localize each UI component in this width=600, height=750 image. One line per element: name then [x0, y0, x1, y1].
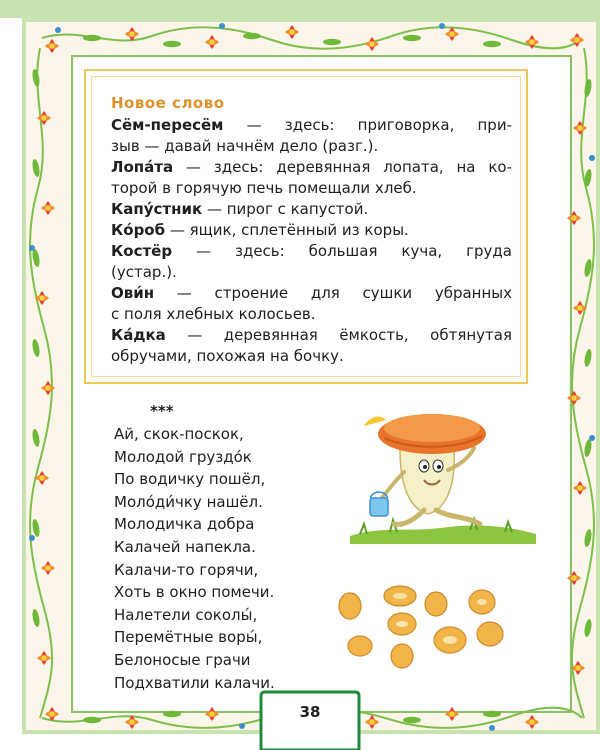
vocabulary-title: Новое слово [111, 94, 225, 112]
vocabulary-line [111, 136, 512, 157]
poem-line: Молодичка добра [114, 515, 255, 534]
vocabulary-line [111, 241, 512, 262]
vocabulary-line [111, 157, 512, 178]
vocabulary-entries [111, 115, 512, 367]
poem-line: Молодой груздо́к [114, 447, 252, 466]
vocabulary-definition: обручами, похожая на бочку. [111, 347, 344, 365]
top-green-strip [0, 0, 600, 18]
vocabulary-line [111, 199, 512, 220]
poem-line: Моло́ди́чку нашёл. [114, 492, 263, 511]
poem-separator: *** [150, 402, 174, 420]
vocabulary-term: Сём-пересём [111, 116, 224, 134]
vocabulary-term: Ка́дка [111, 326, 166, 344]
vocabulary-definition: с поля хлебных колосьев. [111, 305, 316, 323]
poem-line: Белоносые грачи [114, 650, 251, 669]
vocabulary-term: Костёр [111, 242, 173, 260]
poem [114, 399, 275, 694]
poem-line: Хоть в окно помечи. [114, 583, 275, 602]
vocabulary-line [111, 262, 512, 283]
bread-rings-illustration [330, 580, 530, 680]
vocabulary-definition: — здесь: большая куча, груда [172, 242, 512, 260]
vocabulary-line [111, 325, 512, 346]
vocabulary-definition: — ящик, сплетённый из коры. [165, 221, 409, 239]
vocabulary-line [111, 304, 512, 325]
vocabulary-definition: — пирог с капустой. [202, 200, 369, 218]
vocabulary-term: Ко́роб [111, 221, 166, 239]
vocabulary-definition: (устар.). [111, 263, 177, 281]
vocabulary-line [111, 115, 512, 136]
vocabulary-term: Ови́н [111, 284, 155, 302]
vocabulary-definition: — здесь: деревянная лопата, на ко- [173, 158, 512, 176]
poem-line: Калачей напекла. [114, 537, 256, 556]
vocabulary-line [111, 283, 512, 304]
poem-line: Калачи-то горячи, [114, 560, 259, 579]
poem-line: По водичку пошёл, [114, 470, 266, 489]
vocabulary-line [111, 220, 512, 241]
vocabulary-line [111, 178, 512, 199]
poem-line: Подхватили калачи. [114, 673, 275, 692]
vocabulary-definition: — строение для сушки убранных [154, 284, 512, 302]
poem-line: Налетели соколы́, [114, 605, 258, 624]
poem-line: Ай, скок-поскок, [114, 425, 244, 443]
poem-lines [114, 423, 275, 694]
vocabulary-term: Капу́стник [111, 200, 203, 218]
mushroom-illustration [340, 398, 540, 548]
vocabulary-definition: зыв — давай начнём дело (разг.). [111, 137, 379, 155]
page-number: 38 [299, 703, 321, 721]
vocabulary-definition: торой в горячую печь помещали хлеб. [111, 179, 417, 197]
poem-line: Перемётные воры́, [114, 628, 263, 647]
vocabulary-definition: — деревянная ёмкость, обтянутая [165, 326, 512, 344]
vocabulary-line [111, 346, 512, 367]
vocabulary-definition: — здесь: приговорка, при- [223, 116, 512, 134]
vocabulary-term: Лопа́та [111, 158, 174, 176]
